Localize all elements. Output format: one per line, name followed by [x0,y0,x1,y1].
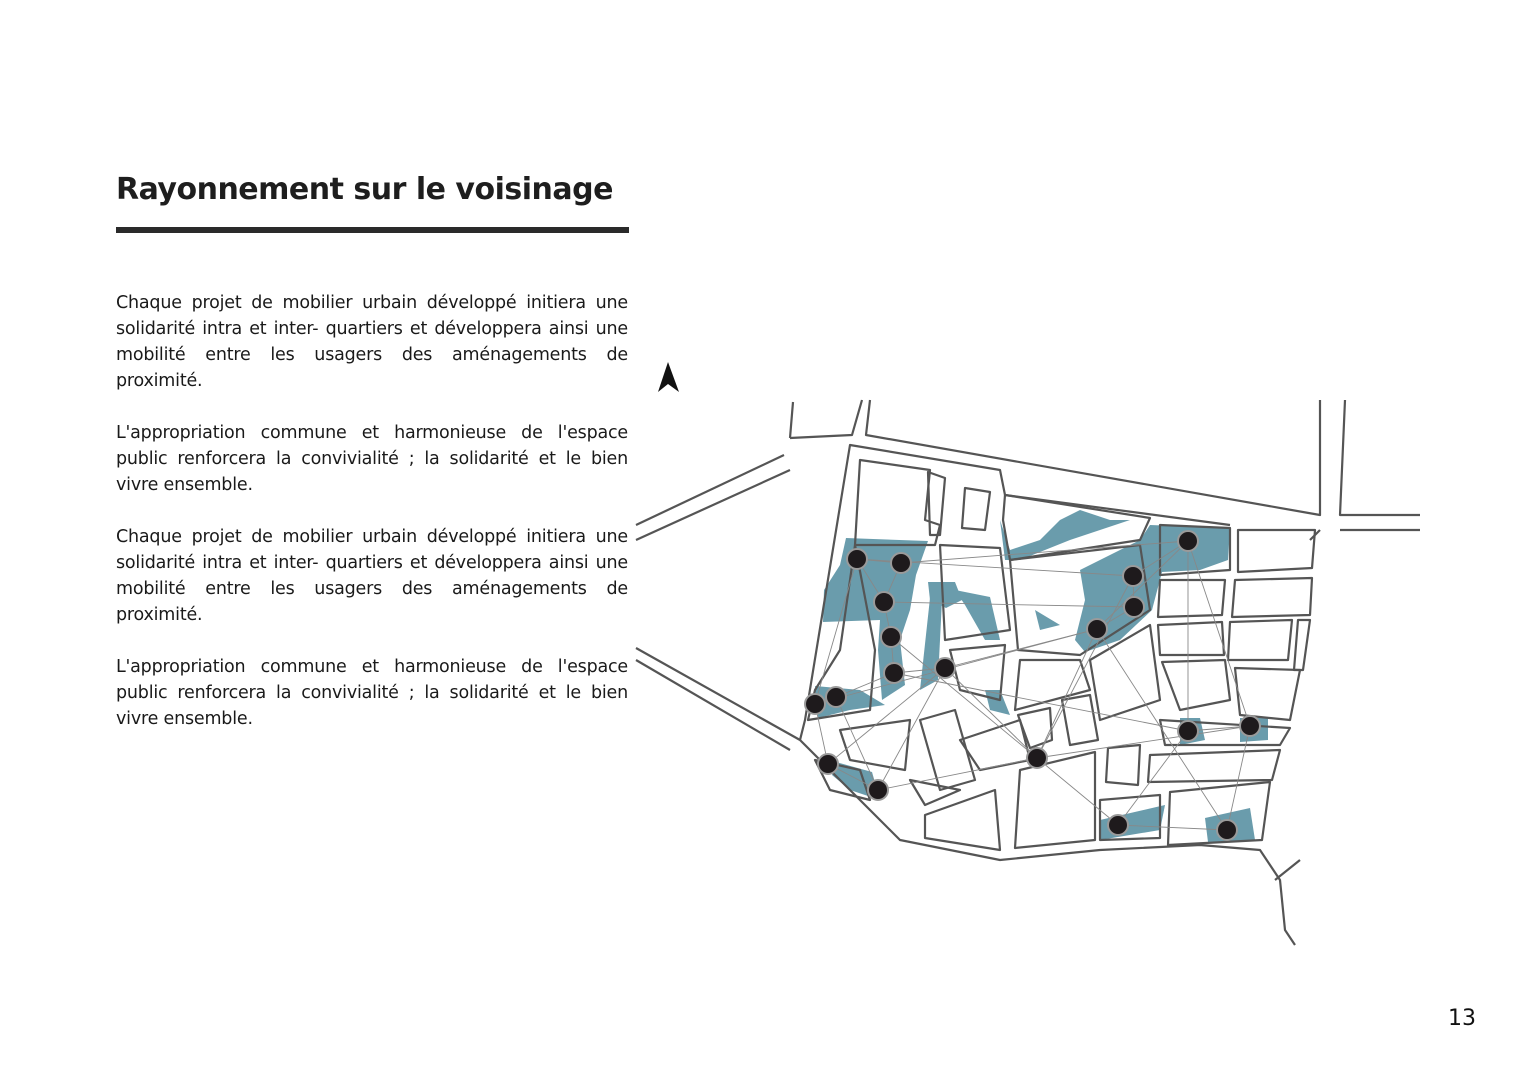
paragraph-1: Chaque projet de mobilier urbain développé initiera une solidarité intra et inter- quartiers et développera ainsi une mobilité entre les usagers des aménagements de proximité. [116,293,628,391]
page-number: 13 [1448,1006,1476,1031]
project-node [935,658,955,678]
project-node [1027,748,1047,768]
project-node [868,780,888,800]
project-node [1124,597,1144,617]
project-node [1123,566,1143,586]
project-node [881,627,901,647]
north-arrow-icon [658,362,679,392]
paragraph-3: Chaque projet de mobilier urbain développé initiera une solidarité intra et inter- quartiers et développera ainsi une mobilité entre les usagers des aménagements de proximité. [116,527,628,625]
project-node [874,592,894,612]
street-network [636,400,1420,945]
neighbourhood-map [630,340,1430,960]
project-node [847,549,867,569]
project-node [826,687,846,707]
project-node [1087,619,1107,639]
project-node [805,694,825,714]
project-node [891,553,911,573]
project-node [1178,721,1198,741]
project-node [1240,716,1260,736]
project-node [818,754,838,774]
title-underline [116,227,629,233]
paragraph-2: L'appropriation commune et harmonieuse de l'espace public renforcera la convivialité ; la solidarité et le bien vivre ensemble. [116,423,628,495]
project-node [1217,820,1237,840]
project-node [1108,815,1128,835]
project-node [1178,531,1198,551]
paragraph-4: L'appropriation commune et harmonieuse de l'espace public renforcera la convivialité ; la solidarité et le bien vivre ensemble. [116,657,628,729]
project-node [884,663,904,683]
body-text [116,290,628,758]
page-title: Rayonnement sur le voisinage [116,172,613,207]
